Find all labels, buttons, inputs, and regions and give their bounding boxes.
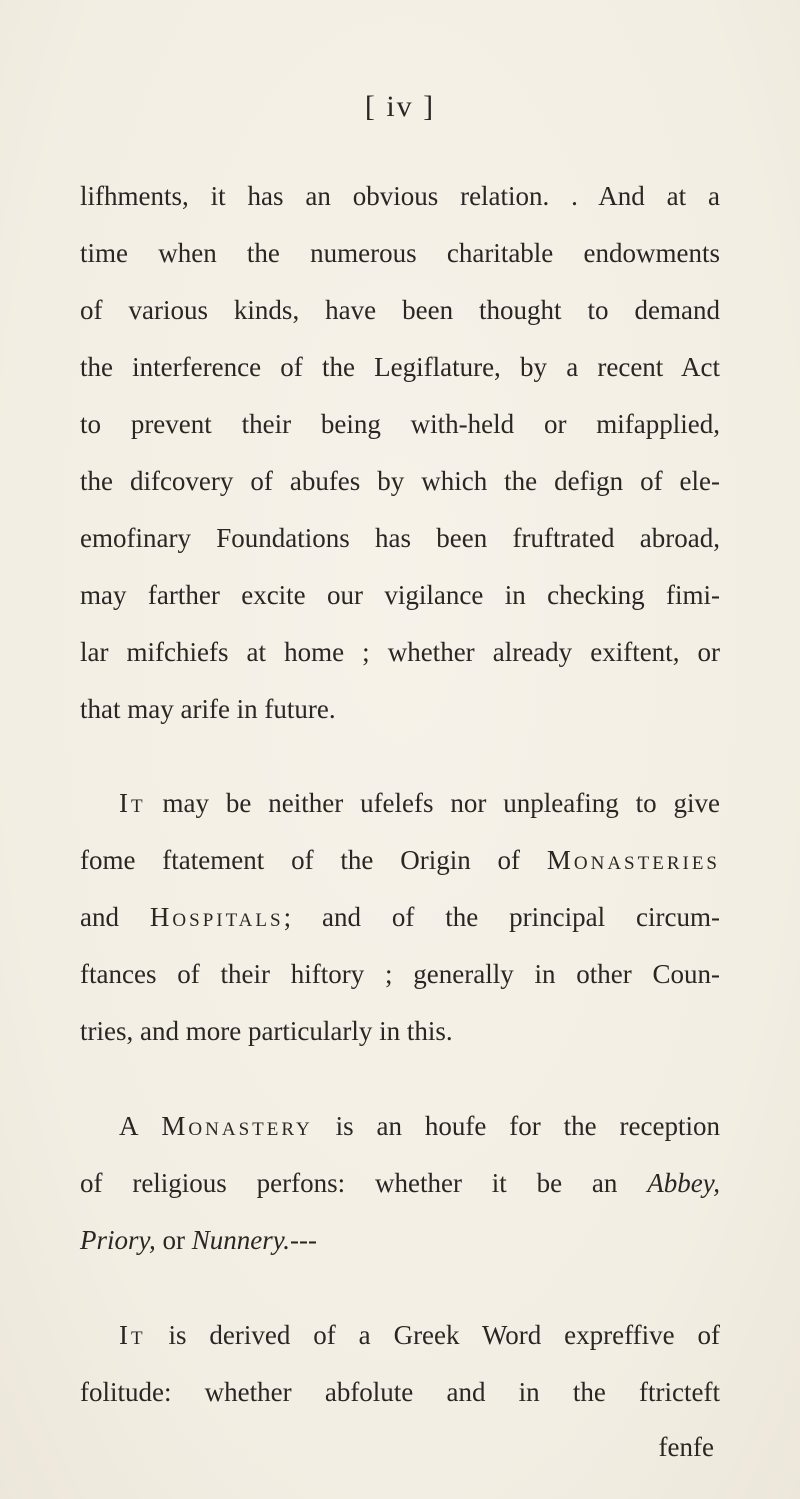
line-text: fome ftatement of the Origin of bbox=[80, 845, 547, 875]
italic-term: Priory, bbox=[80, 1225, 156, 1255]
text-line bbox=[119, 1113, 720, 1140]
page-number-header: [ iv ] bbox=[364, 90, 436, 123]
text-line: ftances of their hiftory ; generally in other Coun- bbox=[80, 959, 720, 989]
small-caps-term: Hospitals bbox=[149, 902, 284, 932]
text-line bbox=[80, 904, 720, 931]
line-text: ; and of the principal circum- bbox=[283, 902, 721, 932]
text-line: to prevent their being with-held or mifapplied, bbox=[80, 409, 720, 439]
text-line: time when the numerous charitable endowments bbox=[80, 238, 720, 268]
lead-word: It bbox=[119, 1320, 146, 1350]
line-text: --- bbox=[290, 1225, 317, 1255]
text-line: tries, and more particularly in this. bbox=[80, 1016, 453, 1046]
text-line: folitude: whether abfolute and in the ftricteft bbox=[80, 1377, 720, 1407]
text-line bbox=[119, 790, 720, 817]
line-text: of religious perfons: whether it be an bbox=[80, 1168, 648, 1198]
line-text: and bbox=[80, 902, 150, 932]
catchword: fenfe bbox=[658, 1432, 714, 1462]
italic-term: Abbey, bbox=[647, 1168, 720, 1198]
line-text: or bbox=[155, 1225, 192, 1255]
text-line bbox=[80, 1227, 720, 1254]
text-line: of various kinds, have been thought to demand bbox=[80, 295, 720, 325]
text-line: that may arife in future. bbox=[80, 694, 336, 724]
text-line: lar mifchiefs at home ; whether already exiftent, or bbox=[80, 637, 720, 667]
line-text: is derived of a Greek Word expreffive of bbox=[145, 1320, 720, 1350]
text-line: the difcovery of abufes by which the defign of ele- bbox=[80, 466, 720, 496]
text-line: the interference of the Legiflature, by a recent Act bbox=[80, 352, 720, 382]
lead-word: A bbox=[119, 1111, 139, 1141]
line-text: is an houfe for the reception bbox=[312, 1111, 720, 1141]
text-line: lifhments, it has an obvious relation. . And at a bbox=[80, 181, 720, 211]
italic-term: Nunnery. bbox=[191, 1225, 291, 1255]
lead-word: It bbox=[119, 788, 146, 818]
small-caps-term: Monastery bbox=[161, 1111, 313, 1141]
text-line bbox=[80, 847, 720, 874]
line-text: may be neither ufelefs nor unpleafing to give bbox=[145, 788, 720, 818]
text-line bbox=[119, 1322, 720, 1349]
text-line: emofinary Foundations has been fruftrated abroad, bbox=[80, 523, 720, 553]
text-line bbox=[80, 1170, 720, 1197]
small-caps-term: Monasteries bbox=[546, 845, 720, 875]
text-line: may farther excite our vigilance in checking fimi- bbox=[80, 580, 720, 610]
